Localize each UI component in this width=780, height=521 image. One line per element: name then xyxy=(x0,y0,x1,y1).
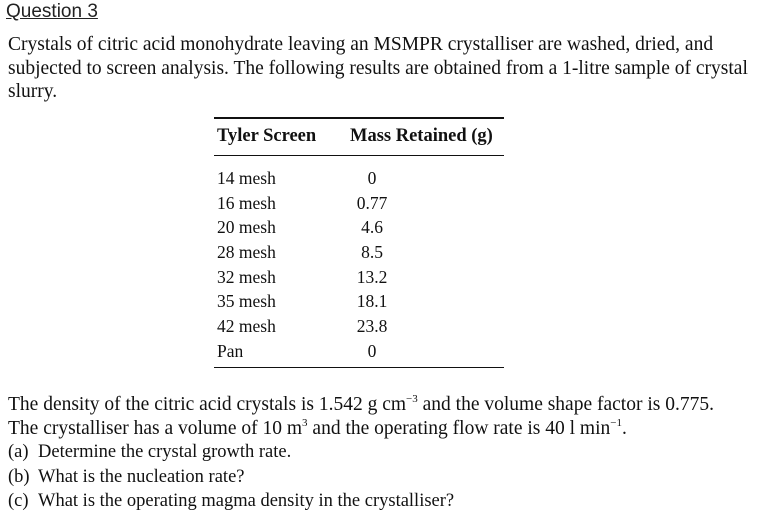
part-b xyxy=(8,465,773,490)
part-a-text: Determine the crystal growth rate. xyxy=(38,442,292,462)
table-row xyxy=(217,216,387,241)
part-b-text: What is the nucleation rate? xyxy=(38,466,245,487)
screen-cell: 32 mesh xyxy=(217,266,276,287)
volume-sentence xyxy=(8,417,773,441)
table-row xyxy=(217,340,387,365)
table-row xyxy=(217,167,387,192)
column-header-screen: Tyler Screen xyxy=(217,126,317,146)
column-header-mass: Mass Retained (g) xyxy=(350,126,493,146)
screen-cell: 42 mesh xyxy=(217,316,276,337)
density-text: The density of the citric acid crystals is 1.542 g cm xyxy=(8,394,407,415)
problem-statement xyxy=(8,393,773,514)
screen-analysis-table xyxy=(217,167,387,365)
density-sentence xyxy=(8,393,773,417)
part-c xyxy=(8,489,773,514)
screen-cell: 16 mesh xyxy=(217,192,276,213)
part-a-label: (a) xyxy=(8,442,29,462)
flow-exponent: −1 xyxy=(610,416,622,429)
part-c-label: (c) xyxy=(8,491,29,511)
table-bottom-rule xyxy=(214,367,504,368)
table-row xyxy=(217,241,387,266)
screen-cell: Pan xyxy=(217,340,244,361)
screen-cell: 28 mesh xyxy=(217,242,276,263)
table-top-rule xyxy=(214,117,504,119)
volume-text-end: . xyxy=(621,417,627,439)
volume-exponent: 3 xyxy=(302,416,308,429)
mass-cell: 0.77 xyxy=(356,192,388,213)
intro-paragraph: Crystals of citric acid monohydrate leaving an MSMPR crystalliser are washed, dried, and subjected to screen analysis. The following results are obtained from a 1-litre sample of crystal slurry. xyxy=(8,34,748,102)
mass-cell: 0 xyxy=(367,340,377,361)
table-row xyxy=(217,192,387,217)
density-text-end: and the volume shape factor is 0.775. xyxy=(417,394,714,415)
flow-text: and the operating flow rate is 40 l min xyxy=(307,417,611,439)
table-row xyxy=(217,266,387,291)
screen-cell: 20 mesh xyxy=(217,217,276,238)
question-title: Question 3 xyxy=(6,1,98,22)
part-c-text: What is the operating magma density in the crystalliser? xyxy=(38,491,455,511)
mass-cell: 0 xyxy=(367,168,377,188)
volume-text: The crystalliser has a volume of 10 m xyxy=(8,417,303,439)
table-row xyxy=(217,315,387,340)
table-header-rule xyxy=(214,155,504,156)
mass-cell: 4.6 xyxy=(361,217,383,238)
screen-cell: 14 mesh xyxy=(217,168,276,188)
part-a xyxy=(8,440,773,465)
table-row xyxy=(217,290,387,315)
mass-cell: 18.1 xyxy=(356,291,388,312)
mass-cell: 8.5 xyxy=(361,242,383,263)
part-b-label: (b) xyxy=(8,466,30,487)
screen-cell: 35 mesh xyxy=(217,291,276,312)
mass-cell: 13.2 xyxy=(356,266,388,287)
mass-cell: 23.8 xyxy=(356,316,388,337)
density-exponent: −3 xyxy=(406,393,418,405)
